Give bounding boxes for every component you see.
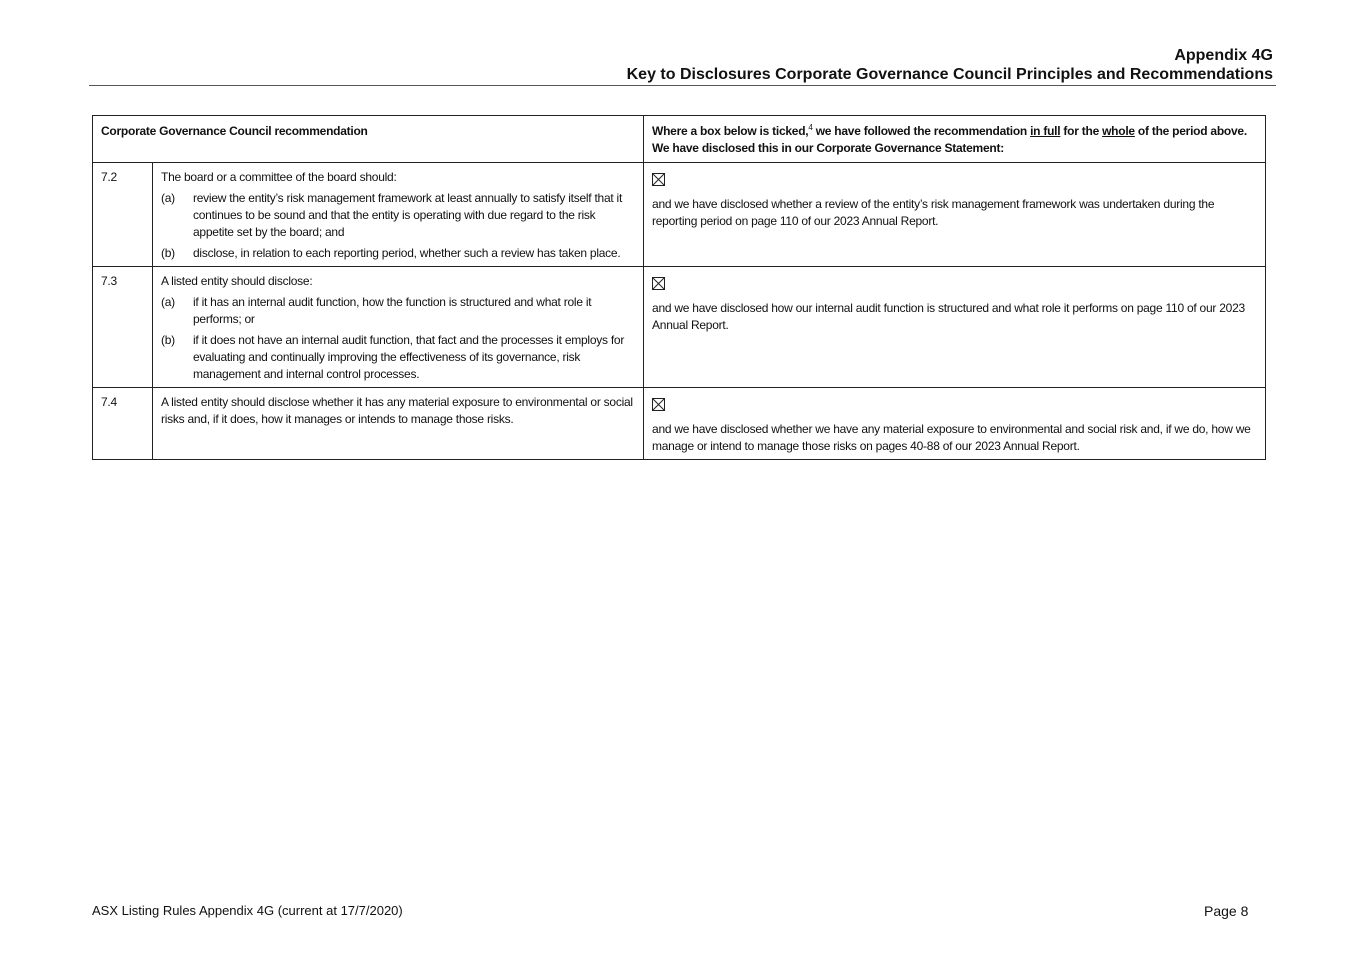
disclosure-text: and we have disclosed how our internal audit function is structured and what role it performs on page 110 of our 2023 Annual Report. — [652, 301, 1245, 332]
list-item-label: (a) — [161, 295, 175, 309]
appendix-title: Appendix 4G — [1174, 47, 1273, 64]
recommendation-text — [153, 267, 644, 388]
checked-box-icon — [652, 173, 665, 186]
list-item — [161, 245, 635, 262]
disclosure-cell — [644, 267, 1266, 388]
disclosure-text: and we have disclosed whether we have any material exposure to environmental and social risk and, if we do, how we manage or intend to manage those risks on pages 40-88 of our 2023 Annual Report. — [652, 422, 1251, 453]
checked-box-icon — [652, 277, 665, 290]
disclosure-cell — [644, 388, 1266, 460]
list-item-text: if it does not have an internal audit function, that fact and the processes it employs for evaluating and continually improving the effectiveness of its governance, risk management and internal control processes. — [193, 333, 625, 381]
list-item-label: (b) — [161, 246, 175, 260]
table-row — [93, 267, 1266, 388]
disclosure-text: and we have disclosed whether a review of the entity’s risk management framework was undertaken during the reporting period on page 110 of our 2023 Annual Report. — [652, 197, 1215, 228]
table-row — [93, 163, 1266, 267]
list-item — [161, 190, 635, 241]
footer-source: ASX Listing Rules Appendix 4G (current at 17/7/2020) — [92, 903, 403, 918]
checked-box-icon — [652, 398, 665, 411]
header-text-part: Where a box below is ticked, — [652, 124, 809, 138]
recommendation-text — [153, 388, 644, 460]
recommendation-intro: A listed entity should disclose whether it has any material exposure to environmental or social risks and, if it does, how it manages or intends to manage those risks. — [161, 395, 633, 426]
whole-emphasis: whole — [1102, 124, 1135, 138]
page-header — [90, 46, 1275, 84]
recommendation-number: 7.2 — [93, 163, 153, 267]
recommendation-column-header: Corporate Governance Council recommendation — [93, 116, 644, 163]
list-item — [161, 332, 635, 383]
list-item-label: (b) — [161, 333, 175, 347]
list-item-text: review the entity’s risk management framework at least annually to satisfy itself that it continues to be sound and that the entity is operating with due regard to the risk appetite set by the board; and — [193, 191, 623, 239]
disclosure-column-header — [644, 116, 1266, 163]
header-divider — [89, 85, 1276, 86]
header-text-part: for the — [1060, 124, 1103, 138]
list-item-text: if it has an internal audit function, how the function is structured and what role it performs; or — [193, 295, 592, 326]
recommendation-intro: A listed entity should disclose: — [161, 274, 313, 288]
footnote-marker: 4 — [808, 123, 813, 132]
disclosures-table — [92, 115, 1266, 460]
recommendation-intro: The board or a committee of the board should: — [161, 170, 397, 184]
appendix-subtitle: Key to Disclosures Corporate Governance Council Principles and Recommendations — [626, 66, 1273, 83]
recommendation-number: 7.3 — [93, 267, 153, 388]
page-number: Page 8 — [1204, 903, 1249, 919]
recommendation-text — [153, 163, 644, 267]
header-text-part: of the period above. We have disclosed this in our Corporate Governance Statement: — [652, 124, 1247, 155]
table-header-row — [93, 116, 1266, 163]
disclosure-cell — [644, 163, 1266, 267]
header-text-part: we have followed the recommendation — [812, 124, 1031, 138]
list-item-label: (a) — [161, 191, 175, 205]
in-full-emphasis: in full — [1030, 124, 1061, 138]
recommendation-number: 7.4 — [93, 388, 153, 460]
table-row — [93, 388, 1266, 460]
list-item — [161, 294, 635, 328]
list-item-text: disclose, in relation to each reporting period, whether such a review has taken place. — [193, 246, 621, 260]
